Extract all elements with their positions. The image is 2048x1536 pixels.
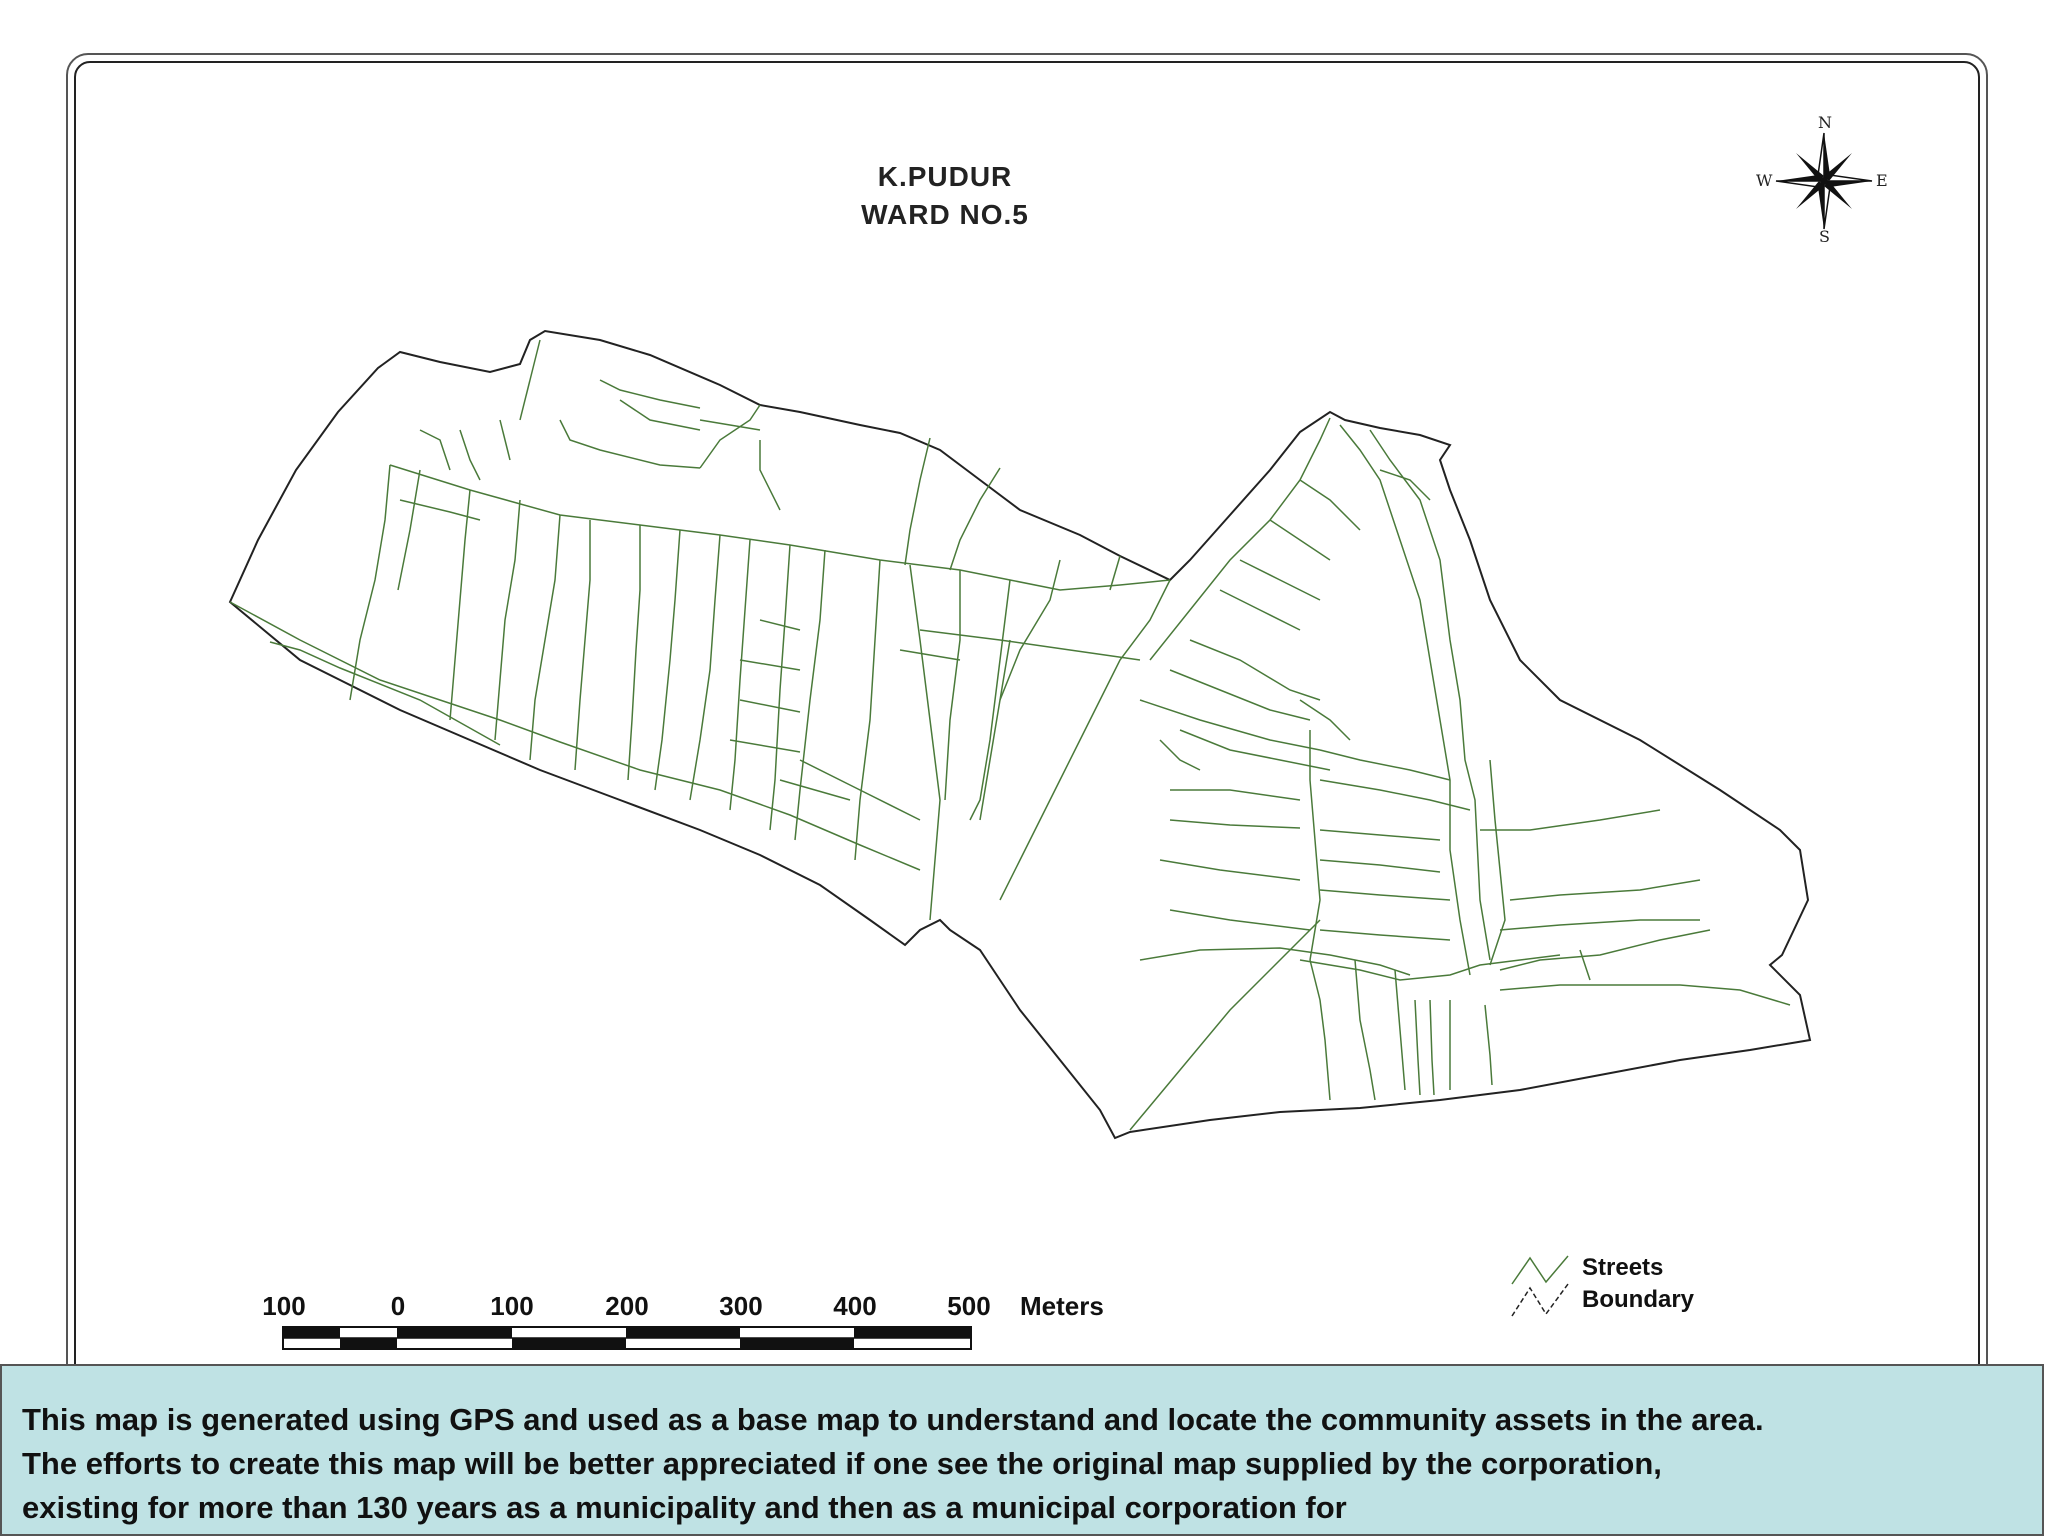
- street: [628, 525, 640, 780]
- street: [1355, 960, 1375, 1100]
- street: [1380, 470, 1430, 500]
- street: [655, 530, 680, 790]
- street: [1240, 560, 1320, 600]
- street: [1415, 1000, 1420, 1095]
- street: [1320, 930, 1450, 940]
- scale-unit-label: Meters: [1020, 1291, 1104, 1321]
- street: [1130, 920, 1320, 1130]
- street: [760, 620, 800, 630]
- street: [1150, 418, 1330, 660]
- street: [1500, 985, 1790, 1005]
- scale-bar-graphic: [282, 1326, 974, 1352]
- street: [450, 490, 470, 720]
- street: [575, 520, 590, 770]
- street: [1320, 780, 1470, 810]
- street: [1480, 810, 1660, 830]
- street: [760, 440, 780, 510]
- compass-north-label: N: [1818, 113, 1832, 132]
- street: [945, 570, 960, 800]
- street: [398, 470, 420, 590]
- scale-label: 400: [833, 1291, 877, 1321]
- street: [1000, 560, 1060, 700]
- scale-label: 100: [490, 1291, 534, 1321]
- compass-east-label: E: [1876, 171, 1888, 190]
- street: [500, 420, 510, 460]
- street: [1430, 1000, 1434, 1095]
- street: [1300, 955, 1560, 980]
- street: [1170, 820, 1300, 828]
- street: [1500, 920, 1700, 930]
- street: [1500, 930, 1710, 970]
- street: [600, 380, 700, 408]
- street: [1395, 970, 1405, 1090]
- street: [1310, 960, 1330, 1100]
- street: [910, 565, 940, 920]
- map-title-ward: WARD NO.5: [861, 199, 1029, 230]
- street: [460, 430, 480, 480]
- street: [700, 405, 760, 468]
- street: [1580, 950, 1590, 980]
- street: [1190, 640, 1320, 700]
- street: [1140, 948, 1410, 975]
- street: [1300, 480, 1360, 530]
- legend-streets-label: Streets: [1582, 1254, 1664, 1281]
- street: [350, 465, 390, 700]
- streets-line-icon: [1512, 1256, 1568, 1284]
- street: [495, 500, 520, 740]
- legend-line-icons: [1510, 1254, 1578, 1324]
- street: [390, 465, 1170, 590]
- street: [730, 740, 800, 752]
- street: [950, 468, 1000, 570]
- street-network: [230, 340, 1790, 1130]
- caption-box: [0, 1364, 2044, 1536]
- map-title-place: K.PUDUR: [877, 161, 1013, 192]
- street: [1140, 700, 1320, 750]
- scale-label: 300: [719, 1291, 763, 1321]
- street: [1320, 750, 1450, 780]
- street: [530, 515, 560, 760]
- scale-label: 0: [390, 1291, 406, 1321]
- caption-text: This map is generated using GPS and used as a base map to understand and locate the community assets in the area. The efforts to create this map will be better appreciated if one see the original map supplied by the corporation, existing for more than 130 years as a municipality and then as a municipal corporation for: [22, 1402, 1764, 1525]
- street: [780, 780, 850, 800]
- street: [420, 430, 450, 470]
- street: [905, 438, 930, 565]
- street: [770, 545, 790, 830]
- scale-label: 500: [947, 1291, 991, 1321]
- street: [1000, 580, 1170, 900]
- street: [1490, 760, 1505, 965]
- street: [1320, 890, 1450, 900]
- scale-label: 200: [605, 1291, 649, 1321]
- street: [270, 642, 500, 745]
- street: [1370, 430, 1490, 960]
- street: [730, 540, 750, 810]
- street: [1510, 880, 1700, 900]
- street: [970, 580, 1010, 820]
- street: [1310, 730, 1320, 960]
- street: [1485, 1005, 1492, 1085]
- street: [1320, 830, 1440, 840]
- compass-south-label: S: [1819, 227, 1830, 246]
- street: [560, 420, 700, 468]
- street: [855, 560, 880, 860]
- scale-label: 100: [262, 1291, 306, 1321]
- street: [1320, 860, 1440, 872]
- street: [1170, 790, 1300, 800]
- boundary-line-icon: [1512, 1284, 1568, 1316]
- street: [1160, 860, 1300, 880]
- legend-boundary-label: Boundary: [1582, 1286, 1695, 1313]
- street: [740, 660, 800, 670]
- street: [1220, 590, 1300, 630]
- street: [1170, 910, 1310, 930]
- street: [1170, 670, 1310, 720]
- compass-west-label: W: [1756, 171, 1773, 190]
- street: [795, 550, 825, 840]
- street: [1340, 425, 1470, 975]
- street: [980, 640, 1010, 820]
- street: [520, 340, 540, 420]
- street: [800, 760, 920, 820]
- street: [740, 700, 800, 712]
- street: [700, 420, 760, 430]
- street: [1160, 740, 1200, 770]
- street: [1270, 520, 1330, 560]
- street: [900, 650, 960, 660]
- street: [620, 400, 700, 430]
- street: [690, 535, 720, 800]
